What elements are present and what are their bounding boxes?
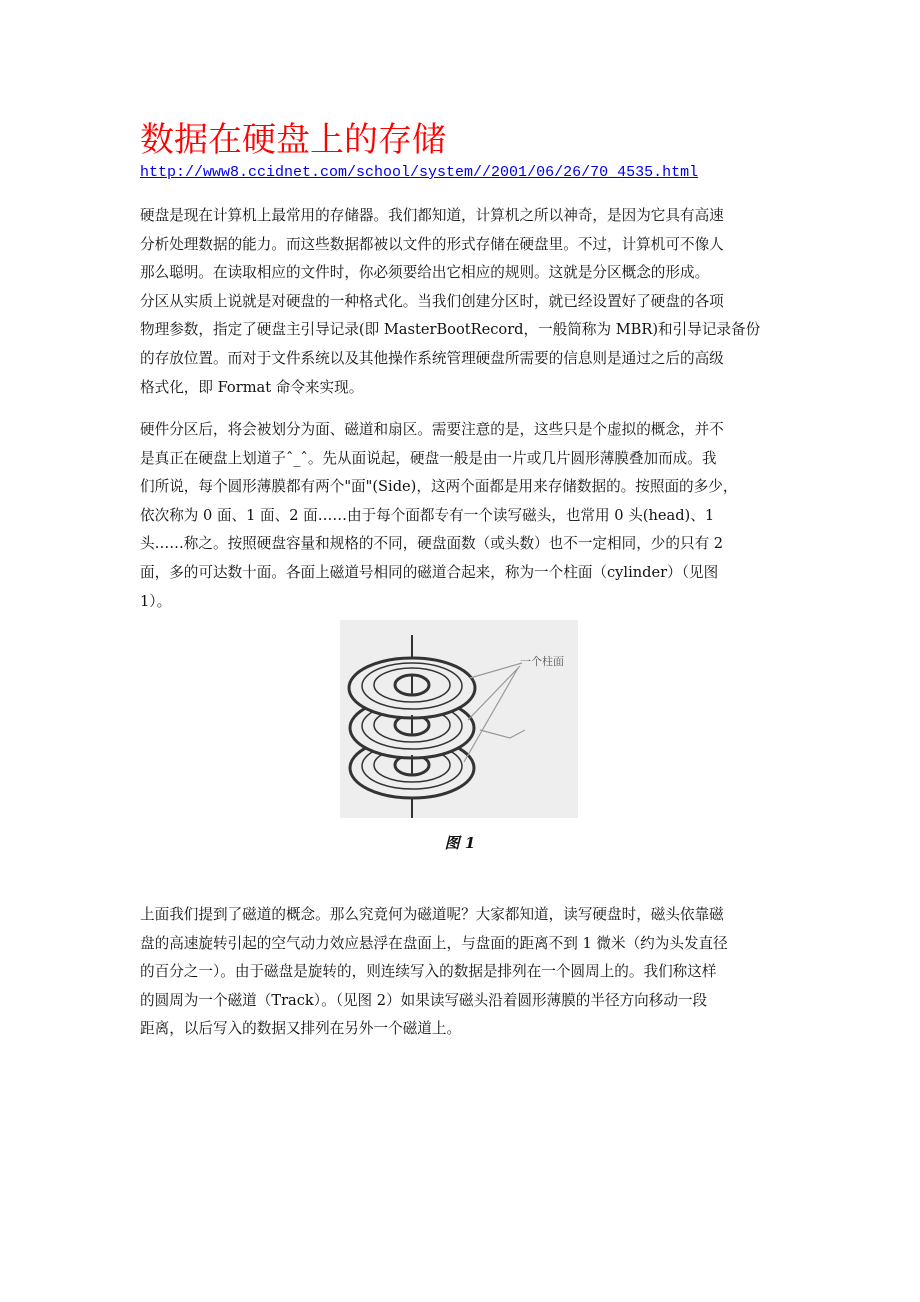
paragraph-line: 硬盘是现在计算机上最常用的存储器。我们都知道，计算机之所以神奇，是因为它具有高速 xyxy=(140,207,724,224)
source-link[interactable]: http://www8.ccidnet.com/school/system//2001/06/26/70_4535.html xyxy=(140,164,699,181)
paragraph-line: 面，多的可达数十面。各面上磁道号相同的磁道合起来，称为一个柱面（cylinder）（见图 xyxy=(140,563,719,581)
paragraph-2 xyxy=(140,416,790,616)
paragraph-line: 是真正在硬盘上划道子ˆ_ˆ。先从面说起，硬盘一般是由一片或几片圆形薄膜叠加而成。我 xyxy=(140,449,717,467)
figure-cylinder-diagram xyxy=(340,620,578,818)
paragraph-line: 物理参数，指定了硬盘主引导记录(即 MasterBootRecord，一般简称为 MBR)和引导记录备份 xyxy=(140,321,761,339)
paragraph-line: 的圆周为一个磁道（Track）。（见图 2）如果读写磁头沿着圆形薄膜的半径方向移动一段 xyxy=(140,991,708,1009)
paragraph-line: 们所说，每个圆形薄膜都有两个"面"(Side)，这两个面都是用来存储数据的。按照面的多少， xyxy=(140,478,738,496)
paragraph-line: 依次称为 0 面、1 面、2 面……由于每个面都专有一个读写磁头，也常用 0 头(head)、1 xyxy=(140,506,715,524)
paragraph-line: 分析处理数据的能力。而这些数据都被以文件的形式存储在硬盘里。不过，计算机可不像人 xyxy=(140,235,724,253)
figure-label: 一个柱面 xyxy=(520,655,564,668)
paragraph-line: 分区从实质上说就是对硬盘的一种格式化。当我们创建分区时，就已经设置好了硬盘的各项 xyxy=(140,292,724,310)
paragraph-line: 距离，以后写入的数据又排列在另外一个磁道上。 xyxy=(140,1020,462,1038)
paragraph-line: 的百分之一）。由于磁盘是旋转的，则连续写入的数据是排列在一个圆周上的。我们称这样 xyxy=(140,963,717,981)
paragraph-1 xyxy=(140,202,790,402)
page-title: 数据在硬盘上的存储 xyxy=(140,120,446,160)
paragraph-line: 头……称之。按照硬盘容量和规格的不同，硬盘面数（或头数）也不一定相同，少的只有 2 xyxy=(140,535,724,553)
paragraph-3 xyxy=(140,901,790,1044)
paragraph-line: 那么聪明。在读取相应的文件时，你必须要给出它相应的规则。这就是分区概念的形成。 xyxy=(140,264,710,282)
paragraph-line: 盘的高速旋转引起的空气动力效应悬浮在盘面上，与盘面的距离不到 1 微米（约为头发直径 xyxy=(140,934,728,952)
paragraph-line: 格式化，即 Format 命令来实现。 xyxy=(140,378,364,396)
paragraph-line: 的存放位置。而对于文件系统以及其他操作系统管理硬盘所需要的信息则是通过之后的高级 xyxy=(140,349,724,367)
paragraph-line: 上面我们提到了磁道的概念。那么究竟何为磁道呢？大家都知道，读写硬盘时，磁头依靠磁 xyxy=(140,906,724,923)
paragraph-line: 1）。 xyxy=(140,592,172,610)
paragraph-line: 硬件分区后，将会被划分为面、磁道和扇区。需要注意的是，这些只是个虚拟的概念，并不 xyxy=(140,421,724,438)
figure-caption: 图 1 xyxy=(444,834,476,852)
